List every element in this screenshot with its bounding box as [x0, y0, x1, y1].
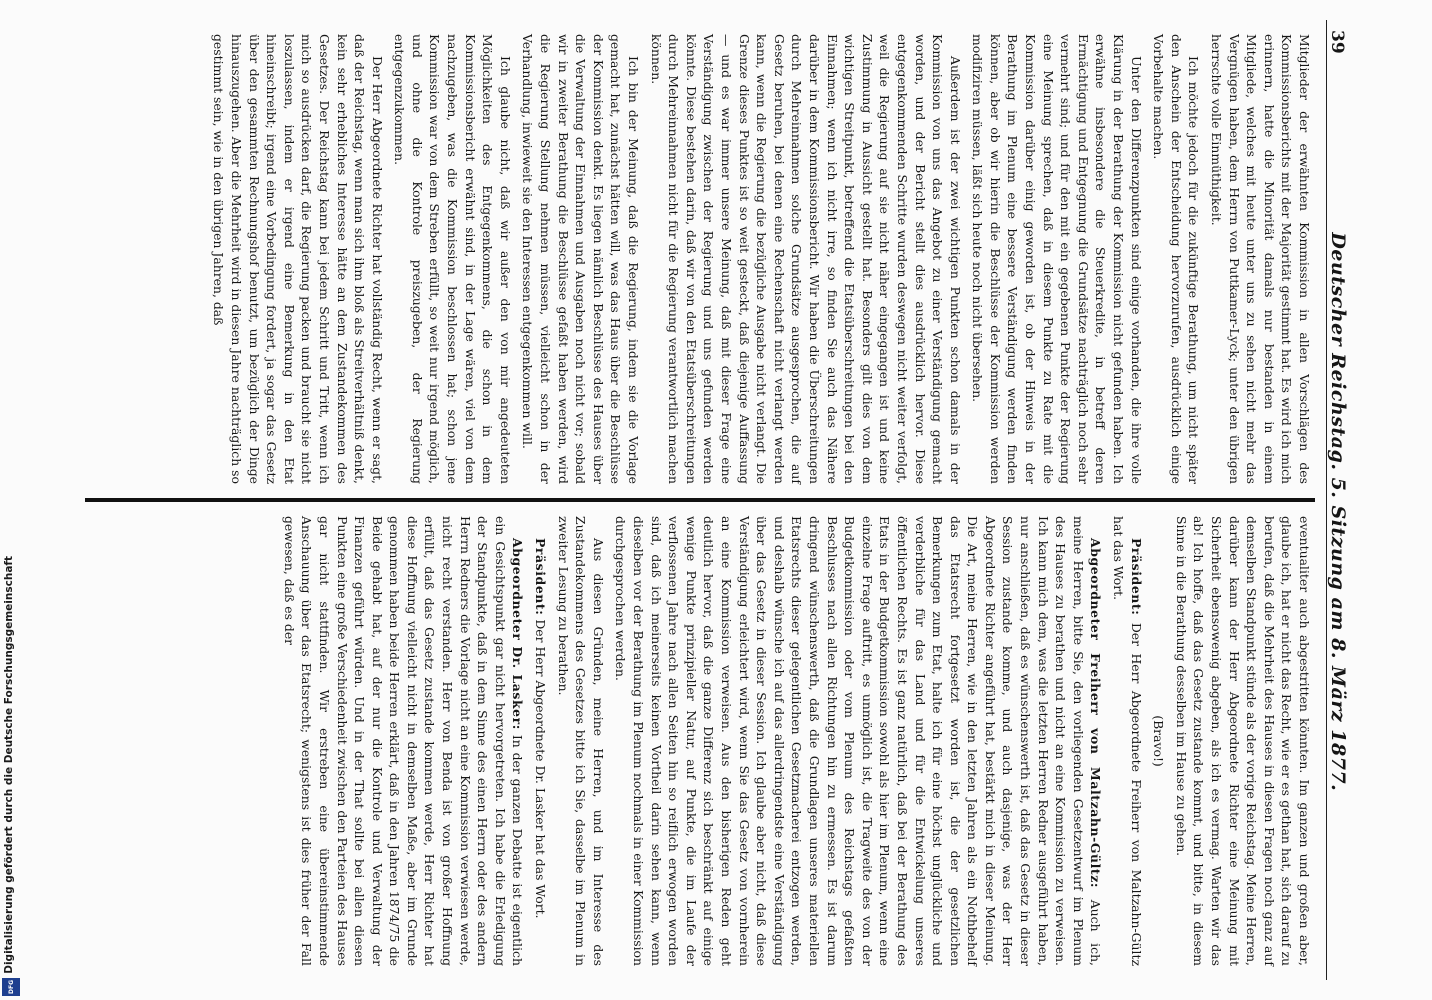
rotated-page — [71, 20, 1361, 980]
speech-text: Der Herr Abgeordnete Dr. Lasker hat das Wort. — [533, 619, 549, 919]
speaker-paragraph — [1109, 516, 1144, 966]
paragraph: Der Herr Abgeordnete Richter hat vollständig Recht, wenn er sagt, daß der Reichstag, wenn man sich ihm bloß als Streitverhältniß denkt, kein sehr erhebliches Interesse hätte an dem Zustandekommen des Gesetzes. Der Reichstag kann bei jedem Schritt und Tritt, wenn ich mich so ausdrücken darf, die Regierung packen und braucht sie nicht loszulassen, indem er irgend eine Bemerkung in den Etat hineinschreibt; irgend eine Vorbedingung fordert, ja sogar das Gesetz über den gesammten Rechnungshof benutzt, um bezüglich der Dinge hinauszugehen. Aber die Mehrheit wird in diesen Jahre nachträglich so gestimmt sein, wie in den übrigen Jahren, daß — [211, 34, 385, 484]
paragraph: Mitglieder der erwähnten Kommission in allen Vorschlägen des Kommissionsberichts mit der Majorität gestimmt hat. Es wird ich mich erinnern, hatte die Minorität damals nur bestanden in einem Mitgliede, welches mit heute unter uns zu sehen nicht mehr das Vergnügen haben, dem Herrn von Puttkamer-Lyck; unter den übrigen herrschte volle Einmüthigkeit. — [1209, 34, 1312, 484]
speech-text: In der ganzen Debatte ist eigentlich ein Gesichtspunkt gar nicht hervorgetreten. Ich habe die Erledigung der Standpunkte, daß in dem Sinne des einen Herrn oder des andern Herrn Redners die Vorlage nicht an eine Kommission verwiesen werde, nicht recht verstanden. Herr von Benda ist von großer Hoffnung erfüllt, daß das Gesetz zustande kommen werde, Herr Richter hat diese Hoffnung vielleicht nicht in demselben Maße, aber im Grunde genommen haben beide Herren erklärt, daß in den Jahren 1874/75 die Beide gehabt hat, auf der nur die Kontrole und Verwaltung der Finanzen geführt würden. Und in der That sollte bei allen diesen Punkten eine große Verschiedenheit zwischen den Parteien des Hauses gar nicht stattfinden. Wir erstreben eine übereinstimmende Anschauung über das Etatsrecht; wenigstens ist dies früher der Fall gewesen, daß es der — [281, 516, 526, 966]
speaker-paragraph — [531, 516, 549, 966]
paragraph: Ich bin der Meinung, daß die Regierung, indem sie die Vorlage gemacht hat, zunächst hätten will, was das Haus über die Beschlüsse der Kommission denkt. Es liegen nämlich Beschlüsse des Hauses über die Verwaltung der Einnahmen und Ausgaben noch nicht vor; sobald wir in zweiter Berathung die Beschlüsse gefaßt haben werden, wird die Regierung Stellung nehmen müssen, vielleicht schon in der Verhandlung, inwieweit sie den Interessen entgegenkommen will. — [520, 34, 642, 484]
speaker-paragraph — [280, 516, 526, 966]
text-columns — [71, 20, 1321, 980]
speech-text: Auch ich, meine Herren, bitte Sie, den vorliegenden Gesetzentwurf im Plenum des Hauses zu berathen und nicht an eine Kommission zu verweisen. Ich kann mich dem, was die letzten Herren Redner ausgeführt haben, nur anschließen, daß es wünschenswerth ist, daß das Gesetz in dieser Session zustande komme, und auch dasjenige, was der Herr Abgeordnete Richter angeführt hat, bestärkt mich in dieser Meinung. Die Art, meine Herren, wie in den letzten Jahren als ein Nothbehelf das Etatsrecht fortgesetzt worden ist, die der gesetzlichen Bemerkungen zum Etat, halte ich für eine höchst unglückliche und verderbliche für das Land und für die Entwickelung unseres öffentlichen Rechts. Es ist ganz natürlich, daß bei der Berathung des Etats in der Budgetkommission sowohl als hier im Plenum, wenn eine einzelne Frage auftritt, es unmöglich ist, die Tragweite des von der Budgetkommission oder vom Plenum des Reichstags gefaßten Beschlusses nach allen Richtungen hin zu ermessen. Es ist darum dringend wünschenswerth, daß die Grundlagen unseres materiellen Etatsrechts dieser gelegentlichen Gesetzmacherei entzogen werden, und deshalb wünsche ich auf das allerdringendste eine Verständigung über das Gesetz in dieser Session. Ich glaube aber nicht, daß diese Verständigung erleichtert wird, wenn Sie das Gesetz von vornherein an eine Kommission verweisen. Aus den bisherigen Reden geht deutlich hervor, daß die ganze Differenz sich beschränkt auf einige wenige Punkte prinzipieller Natur, auf Punkte, die im Laufe der verflossenen Jahre nach allen Seiten hin so reiflich erwogen worden sind, daß ich meinerseits keinen Vortheil darin sehen kann, wenn dieselben vor der Berathung im Plenum nochmals in einer Kommission durchgesprochen werden. — [613, 516, 1104, 966]
speech-text: Der Herr Abgeordnete Freiherr von Maltzahn-Gültz hat das Wort. — [1111, 516, 1144, 966]
paragraph: eventualiter auch abgestritten könnten. Im ganzen und großen aber, glaube ich, hat er nicht das Recht, wie er es gethan hat, sich darauf zu berufen, daß die Mehrheit des Hauses in diesen Fragen noch ganz auf demselben Standpunkt stünde als der vorige Reichstag. Meine Herren, darüber kann der Herr Abgeordnete Richter eine Meinung mit Sicherheit ebensowenig abgeben, als ich es vermag. Warten wir das ab! Ich hoffe, daß das Gesetz zustande kommt, und bitte, in diesem Sinne in die Berathung desselben im Hause zu gehen. — [1173, 516, 1312, 966]
paragraph: Außerdem ist der zwei wichtigen Punkten schon damals in der Kommission von uns das Angebot zu einer Verständigung gemacht worden, und der Bericht stellt dies ausdrücklich hervor. Diese entgegenkommenden Schritte wurden deswegen nicht weiter verfolgt, weil die Regierung auf sie nicht näher eingegangen ist und keine Zustimmung in Aussicht gestellt hat. Besonders gilt dies von dem wichtigen Streitpunkt, betreffend die Etatsüberschreitungen bei den Einnahmen; wenn ich nicht irre, so finden Sie auch das Nähere darüber in dem Kommissionsbericht. Wir haben die Überschreitungen durch Mehreinnahmen solche Grundsätze ausgesprochen, die auf Gesetz beruhen, bei denen eine Rechenschaft nicht verlangt werden kann, wenn die Regierung die bezügliche Ausgabe nicht verlangt. Die Grenze dieses Punktes ist so weit gesteckt, daß diejenige Auffassung — und es war immer unsere Meinung, daß mit dieser Frage eine Verständigung zwischen der Regierung und uns gefunden werden könnte. Diese bestehen darin, daß wir von den Etatsüberschreitungen durch Mehreinnahmen nicht für die Regierung verantwortlich machen können. — [648, 34, 963, 484]
paragraph: Unter den Differenzpunkten sind einige vorhanden, die ihre volle Klärung in der Berathung der Kommission nicht gefunden haben. Ich erwähne insbesondere die Steuerkredite, in betreff deren Ermächtigung und Entgegnung die Grundsätze nachträglich noch sehr vermehrt sind; und für den mit ein gegebenen Punkte der Regierung eine Meinung sprechen, daß in diesem Punkte zu Rate mit die Kommission darüber einig geworden ist, ob der Hinweis in der Berathung im Plenum eine bessere Verständigung werden finden können, aber ob wir hierin die Beschlüsse der Kommission werden modifiziren müssen, läßt sich heute noch nicht übersehen. — [970, 34, 1144, 484]
dfg-logo-icon: DFG — [2, 978, 20, 996]
column-left-of-page — [71, 20, 1321, 498]
column-right-of-page — [71, 502, 1321, 980]
credit-sidebar — [0, 0, 22, 1000]
speaker-label: Präsident: — [533, 538, 549, 616]
applause-note: (Bravo!) — [1151, 715, 1167, 767]
page-number: 39 — [1327, 30, 1347, 54]
page-header — [1326, 20, 1361, 980]
paragraph: Aus diesen Gründen, meine Herren, und im Interesse des Zustandekommens des Gesetzes bitte ich Sie, dasselbe im Plenum in zweiter Lesung zu berathen. — [555, 516, 606, 966]
speaker-label: Abgeordneter Freiherr von Maltzahn-Gültz: — [1088, 538, 1104, 889]
funding-credit: Digitalisierung gefördert durch die Deutsche Forschungsgemeinschaft — [3, 556, 15, 974]
paragraph: Ich möchte jedoch für die zukünftige Berathung, um nicht später den Anschein der Entscheidung hervorzurufen, ausdrücklich einige Vorbehalte machen. — [1151, 34, 1202, 484]
speaker-paragraph — [612, 516, 1105, 966]
speaker-label: Abgeordneter Dr. Lasker: — [510, 538, 526, 730]
running-title: Deutscher Reichstag. 5. Sitzung am 8. März 1877. — [1327, 232, 1349, 792]
speaker-label: Präsident: — [1128, 538, 1144, 616]
paragraph: Ich glaube nicht, daß wir außer den von mir angedeuteten Möglichkeiten des Entgegenkommens, die schon in dem Kommissionsbericht erwähnt sind, in der Lage wären, viel von dem nachzugeben, was die Kommission beschlossen hat; schon jene Kommission war von dem Streben erfüllt, so weit nur irgend möglich, und ohne die Kontrole preiszugeben, der Regierung entgegenzukommen. — [392, 34, 513, 484]
